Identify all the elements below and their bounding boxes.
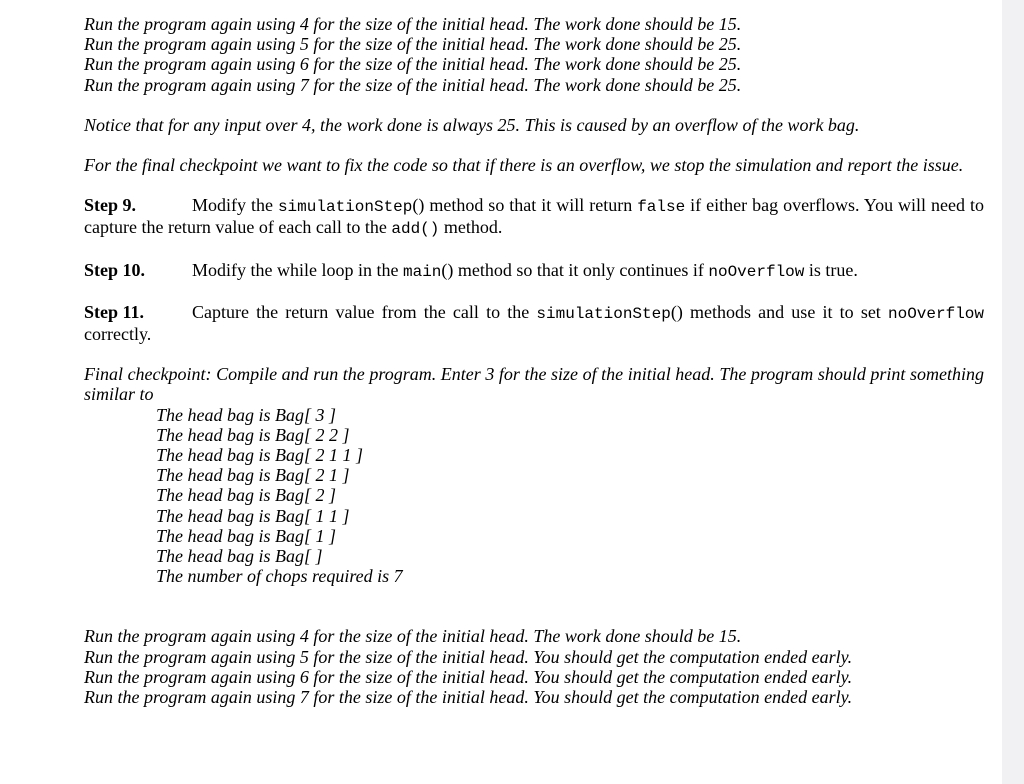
step-9-text: if either bag overflows. You will need to capture the return value of each call to the	[84, 195, 984, 238]
output-line: The head bag is Bag[ 3 ]	[156, 404, 336, 425]
output-line: The head bag is Bag[ 2 2 ]	[156, 424, 350, 445]
step-10-label: Step 10.	[84, 259, 146, 280]
program-output	[84, 405, 984, 587]
run-line: Run the program again using 7 for the size of the initial head. The work done should be 25.	[84, 74, 742, 95]
run-line: Run the program again using 4 for the size of the initial head. The work done should be 15.	[84, 626, 742, 647]
step-11-text: Capture the return value from the call to the	[192, 301, 537, 322]
output-line: The head bag is Bag[ 1 ]	[156, 525, 336, 546]
notice-paragraph: Notice that for any input over 4, the work done is always 25. This is caused by an overflow of the work bag.	[84, 114, 860, 135]
step-9-text: () method so that it will return	[412, 195, 638, 216]
output-line: The number of chops required is 7	[156, 566, 403, 587]
step-10-text: () method so that it only continues if	[441, 259, 709, 280]
step-11-text: () methods and use it to set	[670, 301, 888, 322]
scrollbar-track[interactable]	[1002, 0, 1024, 784]
top-runs-block	[84, 14, 984, 95]
step-9-code: add()	[391, 220, 440, 239]
step-11	[84, 302, 984, 344]
run-line: Run the program again using 6 for the size of the initial head. The work done should be 25.	[84, 54, 742, 75]
run-line: Run the program again using 4 for the size of the initial head. The work done should be 15.	[84, 14, 742, 34]
step-10-text: is true.	[804, 259, 858, 280]
run-line: Run the program again using 7 for the size of the initial head. You should get the computation ended early.	[84, 687, 853, 708]
step-9-text: Modify the	[192, 195, 278, 216]
final-intro-paragraph: For the final checkpoint we want to fix the code so that if there is an overflow, we stop the simulation and report the issue.	[84, 155, 964, 176]
step-10-text: Modify the while loop in the	[192, 259, 403, 280]
output-line: The head bag is Bag[ 2 1 1 ]	[156, 445, 363, 466]
step-11-text: correctly.	[84, 324, 152, 345]
step-10-code: noOverflow	[708, 262, 805, 281]
step-9	[84, 195, 984, 239]
step-11-label: Step 11.	[84, 301, 145, 322]
step-9-text: method.	[439, 217, 503, 238]
step-9-label: Step 9.	[84, 195, 137, 216]
step-10	[84, 260, 984, 282]
bottom-runs-block	[84, 626, 984, 707]
step-9-code: false	[637, 198, 686, 217]
run-line: Run the program again using 5 for the size of the initial head. The work done should be 25.	[84, 34, 742, 55]
output-line: The head bag is Bag[ 2 ]	[156, 485, 336, 506]
step-9-code: simulationStep	[277, 198, 413, 217]
output-line: The head bag is Bag[ 1 1 ]	[156, 505, 350, 526]
document-page	[84, 14, 984, 707]
output-line: The head bag is Bag[ ]	[156, 546, 323, 567]
run-line: Run the program again using 6 for the size of the initial head. You should get the computation ended early.	[84, 666, 853, 687]
run-line: Run the program again using 5 for the size of the initial head. You should get the computation ended early.	[84, 646, 853, 667]
step-11-code: noOverflow	[887, 304, 984, 323]
step-11-code: simulationStep	[536, 304, 671, 323]
final-checkpoint-paragraph: Final checkpoint: Compile and run the program. Enter 3 for the size of the initial head. The program should print something similar to	[84, 364, 984, 405]
output-line: The head bag is Bag[ 2 1 ]	[156, 465, 350, 486]
step-10-code: main	[402, 262, 442, 281]
